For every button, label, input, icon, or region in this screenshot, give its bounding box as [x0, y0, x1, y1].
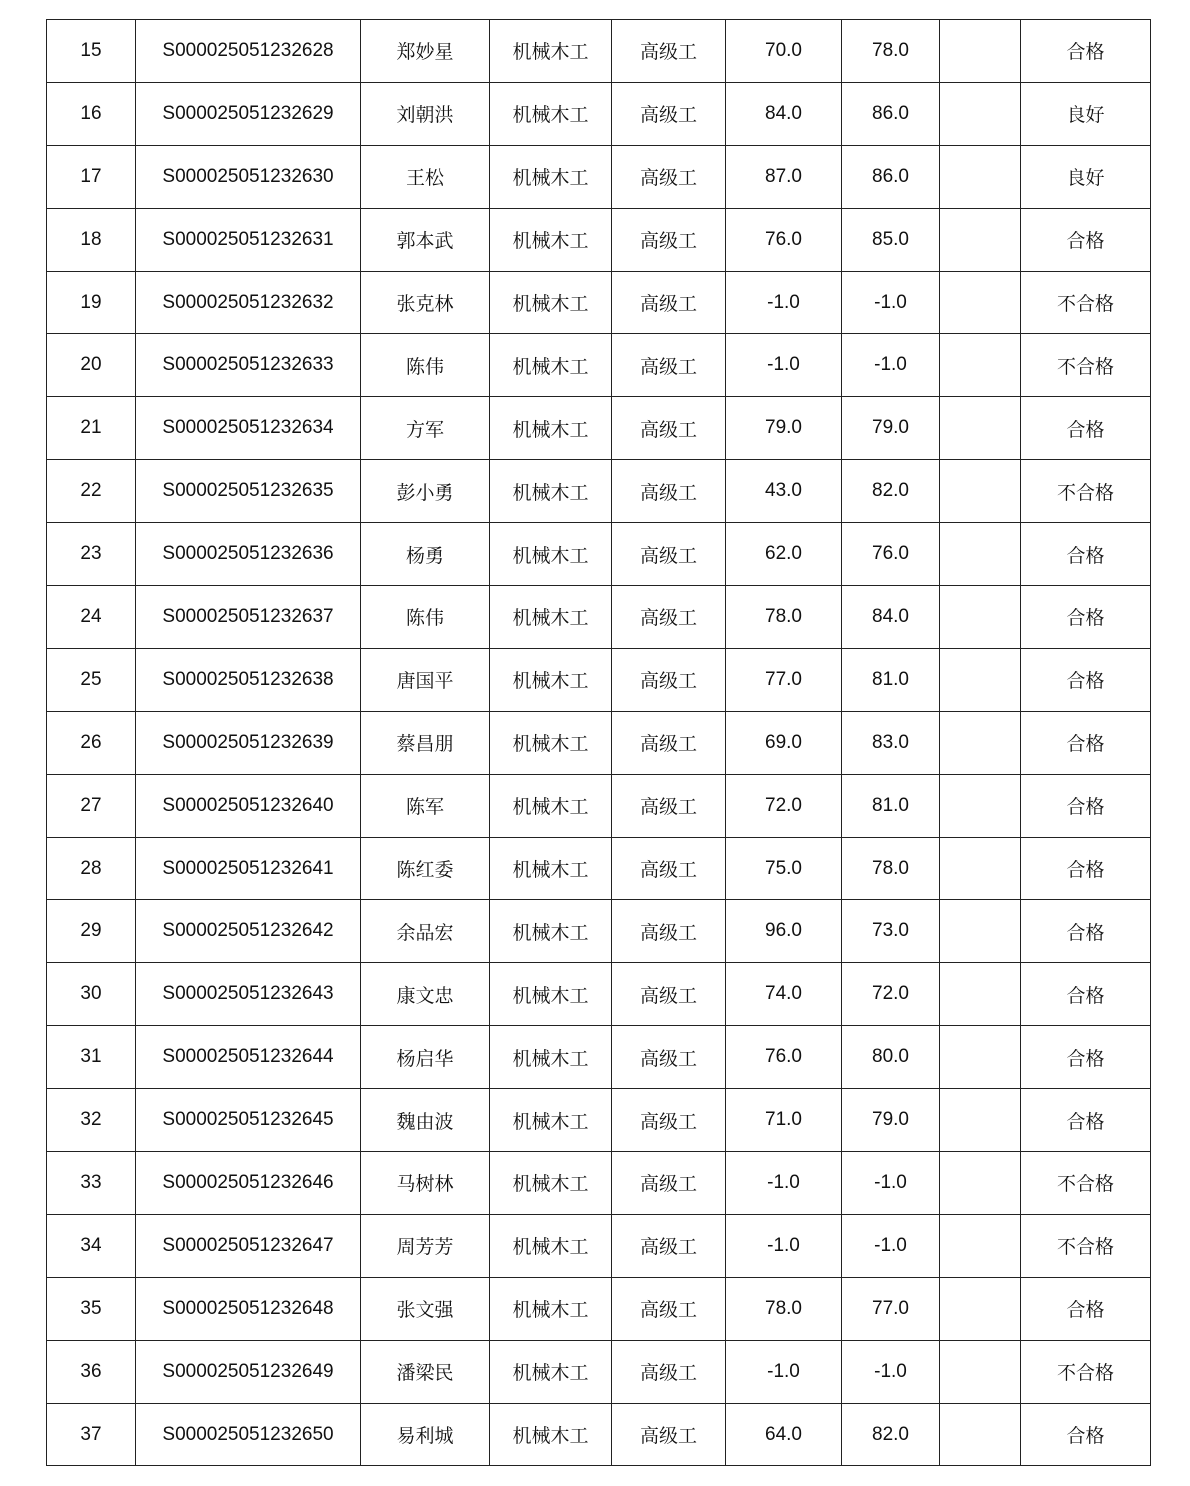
- blank-cell: [940, 963, 1021, 1026]
- level-cell: 高级工: [612, 963, 726, 1026]
- table-row: [47, 1152, 1151, 1215]
- practical-score-cell: -1.0: [842, 334, 940, 397]
- name-cell: 彭小勇: [361, 460, 490, 523]
- seq-cell: 28: [47, 837, 136, 900]
- seq-cell: 20: [47, 334, 136, 397]
- table-row: [47, 1026, 1151, 1089]
- practical-score-cell: 79.0: [842, 397, 940, 460]
- level-cell: 高级工: [612, 1277, 726, 1340]
- table-row: [47, 648, 1151, 711]
- table-row: [47, 271, 1151, 334]
- theory-score-cell: 77.0: [726, 648, 842, 711]
- seq-cell: 33: [47, 1152, 136, 1215]
- id-cell: S000025051232642: [136, 900, 361, 963]
- blank-cell: [940, 1214, 1021, 1277]
- practical-score-cell: 86.0: [842, 82, 940, 145]
- trade-cell: 机械木工: [490, 963, 612, 1026]
- table-row: [47, 20, 1151, 83]
- practical-score-cell: 81.0: [842, 774, 940, 837]
- blank-cell: [940, 1340, 1021, 1403]
- trade-cell: 机械木工: [490, 837, 612, 900]
- theory-score-cell: 62.0: [726, 523, 842, 586]
- trade-cell: 机械木工: [490, 82, 612, 145]
- trade-cell: 机械木工: [490, 334, 612, 397]
- id-cell: S000025051232645: [136, 1089, 361, 1152]
- result-cell: 不合格: [1021, 1340, 1151, 1403]
- table-body: [47, 20, 1151, 1466]
- seq-cell: 25: [47, 648, 136, 711]
- seq-cell: 37: [47, 1403, 136, 1466]
- id-cell: S000025051232638: [136, 648, 361, 711]
- level-cell: 高级工: [612, 460, 726, 523]
- id-cell: S000025051232647: [136, 1214, 361, 1277]
- level-cell: 高级工: [612, 1026, 726, 1089]
- blank-cell: [940, 334, 1021, 397]
- name-cell: 张文强: [361, 1277, 490, 1340]
- seq-cell: 29: [47, 900, 136, 963]
- name-cell: 陈伟: [361, 334, 490, 397]
- blank-cell: [940, 1403, 1021, 1466]
- result-cell: 合格: [1021, 1089, 1151, 1152]
- seq-cell: 22: [47, 460, 136, 523]
- theory-score-cell: 64.0: [726, 1403, 842, 1466]
- name-cell: 张克林: [361, 271, 490, 334]
- trade-cell: 机械木工: [490, 900, 612, 963]
- level-cell: 高级工: [612, 837, 726, 900]
- id-cell: S000025051232640: [136, 774, 361, 837]
- id-cell: S000025051232636: [136, 523, 361, 586]
- level-cell: 高级工: [612, 397, 726, 460]
- level-cell: 高级工: [612, 774, 726, 837]
- theory-score-cell: -1.0: [726, 1340, 842, 1403]
- blank-cell: [940, 1026, 1021, 1089]
- seq-cell: 31: [47, 1026, 136, 1089]
- id-cell: S000025051232650: [136, 1403, 361, 1466]
- practical-score-cell: 82.0: [842, 1403, 940, 1466]
- name-cell: 杨勇: [361, 523, 490, 586]
- name-cell: 方军: [361, 397, 490, 460]
- result-cell: 合格: [1021, 397, 1151, 460]
- blank-cell: [940, 208, 1021, 271]
- theory-score-cell: 84.0: [726, 82, 842, 145]
- trade-cell: 机械木工: [490, 1152, 612, 1215]
- result-cell: 不合格: [1021, 1152, 1151, 1215]
- level-cell: 高级工: [612, 20, 726, 83]
- theory-score-cell: 71.0: [726, 1089, 842, 1152]
- id-cell: S000025051232637: [136, 586, 361, 649]
- name-cell: 马树林: [361, 1152, 490, 1215]
- level-cell: 高级工: [612, 1214, 726, 1277]
- id-cell: S000025051232628: [136, 20, 361, 83]
- practical-score-cell: 84.0: [842, 586, 940, 649]
- trade-cell: 机械木工: [490, 711, 612, 774]
- table-row: [47, 711, 1151, 774]
- theory-score-cell: -1.0: [726, 334, 842, 397]
- seq-cell: 18: [47, 208, 136, 271]
- seq-cell: 15: [47, 20, 136, 83]
- level-cell: 高级工: [612, 648, 726, 711]
- blank-cell: [940, 1277, 1021, 1340]
- table-row: [47, 774, 1151, 837]
- practical-score-cell: -1.0: [842, 1214, 940, 1277]
- level-cell: 高级工: [612, 1089, 726, 1152]
- practical-score-cell: 81.0: [842, 648, 940, 711]
- table-row: [47, 1214, 1151, 1277]
- id-cell: S000025051232630: [136, 145, 361, 208]
- name-cell: 郭本武: [361, 208, 490, 271]
- practical-score-cell: -1.0: [842, 271, 940, 334]
- theory-score-cell: 79.0: [726, 397, 842, 460]
- id-cell: S000025051232631: [136, 208, 361, 271]
- seq-cell: 21: [47, 397, 136, 460]
- level-cell: 高级工: [612, 334, 726, 397]
- level-cell: 高级工: [612, 900, 726, 963]
- trade-cell: 机械木工: [490, 586, 612, 649]
- name-cell: 陈伟: [361, 586, 490, 649]
- seq-cell: 26: [47, 711, 136, 774]
- theory-score-cell: 74.0: [726, 963, 842, 1026]
- practical-score-cell: 78.0: [842, 20, 940, 83]
- blank-cell: [940, 837, 1021, 900]
- blank-cell: [940, 523, 1021, 586]
- name-cell: 杨启华: [361, 1026, 490, 1089]
- name-cell: 陈红委: [361, 837, 490, 900]
- trade-cell: 机械木工: [490, 1403, 612, 1466]
- level-cell: 高级工: [612, 82, 726, 145]
- name-cell: 蔡昌朋: [361, 711, 490, 774]
- result-cell: 不合格: [1021, 1214, 1151, 1277]
- result-cell: 合格: [1021, 1277, 1151, 1340]
- theory-score-cell: 72.0: [726, 774, 842, 837]
- trade-cell: 机械木工: [490, 1026, 612, 1089]
- blank-cell: [940, 774, 1021, 837]
- result-cell: 合格: [1021, 208, 1151, 271]
- practical-score-cell: 73.0: [842, 900, 940, 963]
- seq-cell: 24: [47, 586, 136, 649]
- level-cell: 高级工: [612, 586, 726, 649]
- results-table: [46, 19, 1151, 1466]
- table-row: [47, 1277, 1151, 1340]
- blank-cell: [940, 648, 1021, 711]
- name-cell: 陈军: [361, 774, 490, 837]
- blank-cell: [940, 145, 1021, 208]
- seq-cell: 36: [47, 1340, 136, 1403]
- result-cell: 合格: [1021, 1026, 1151, 1089]
- level-cell: 高级工: [612, 1152, 726, 1215]
- seq-cell: 17: [47, 145, 136, 208]
- level-cell: 高级工: [612, 208, 726, 271]
- level-cell: 高级工: [612, 711, 726, 774]
- trade-cell: 机械木工: [490, 20, 612, 83]
- blank-cell: [940, 711, 1021, 774]
- seq-cell: 32: [47, 1089, 136, 1152]
- seq-cell: 27: [47, 774, 136, 837]
- blank-cell: [940, 586, 1021, 649]
- result-cell: 合格: [1021, 586, 1151, 649]
- practical-score-cell: 85.0: [842, 208, 940, 271]
- id-cell: S000025051232639: [136, 711, 361, 774]
- table-row: [47, 963, 1151, 1026]
- theory-score-cell: -1.0: [726, 1152, 842, 1215]
- theory-score-cell: 75.0: [726, 837, 842, 900]
- practical-score-cell: -1.0: [842, 1152, 940, 1215]
- theory-score-cell: 70.0: [726, 20, 842, 83]
- id-cell: S000025051232634: [136, 397, 361, 460]
- trade-cell: 机械木工: [490, 648, 612, 711]
- table-row: [47, 1340, 1151, 1403]
- level-cell: 高级工: [612, 523, 726, 586]
- practical-score-cell: 79.0: [842, 1089, 940, 1152]
- seq-cell: 35: [47, 1277, 136, 1340]
- name-cell: 潘梁民: [361, 1340, 490, 1403]
- id-cell: S000025051232643: [136, 963, 361, 1026]
- id-cell: S000025051232649: [136, 1340, 361, 1403]
- trade-cell: 机械木工: [490, 397, 612, 460]
- result-cell: 合格: [1021, 523, 1151, 586]
- blank-cell: [940, 82, 1021, 145]
- result-cell: 合格: [1021, 711, 1151, 774]
- seq-cell: 30: [47, 963, 136, 1026]
- result-cell: 不合格: [1021, 271, 1151, 334]
- trade-cell: 机械木工: [490, 1214, 612, 1277]
- result-cell: 不合格: [1021, 460, 1151, 523]
- trade-cell: 机械木工: [490, 1089, 612, 1152]
- table-row: [47, 145, 1151, 208]
- name-cell: 余品宏: [361, 900, 490, 963]
- table-row: [47, 460, 1151, 523]
- result-cell: 合格: [1021, 774, 1151, 837]
- trade-cell: 机械木工: [490, 145, 612, 208]
- theory-score-cell: 87.0: [726, 145, 842, 208]
- blank-cell: [940, 271, 1021, 334]
- id-cell: S000025051232635: [136, 460, 361, 523]
- result-cell: 合格: [1021, 837, 1151, 900]
- table-row: [47, 837, 1151, 900]
- seq-cell: 34: [47, 1214, 136, 1277]
- table-row: [47, 334, 1151, 397]
- table-row: [47, 208, 1151, 271]
- id-cell: S000025051232648: [136, 1277, 361, 1340]
- id-cell: S000025051232646: [136, 1152, 361, 1215]
- theory-score-cell: 43.0: [726, 460, 842, 523]
- theory-score-cell: 76.0: [726, 208, 842, 271]
- trade-cell: 机械木工: [490, 774, 612, 837]
- practical-score-cell: 80.0: [842, 1026, 940, 1089]
- id-cell: S000025051232641: [136, 837, 361, 900]
- name-cell: 刘朝洪: [361, 82, 490, 145]
- theory-score-cell: 96.0: [726, 900, 842, 963]
- practical-score-cell: 76.0: [842, 523, 940, 586]
- theory-score-cell: 69.0: [726, 711, 842, 774]
- blank-cell: [940, 900, 1021, 963]
- name-cell: 唐国平: [361, 648, 490, 711]
- trade-cell: 机械木工: [490, 1277, 612, 1340]
- name-cell: 易利城: [361, 1403, 490, 1466]
- trade-cell: 机械木工: [490, 460, 612, 523]
- level-cell: 高级工: [612, 1340, 726, 1403]
- seq-cell: 23: [47, 523, 136, 586]
- theory-score-cell: -1.0: [726, 1214, 842, 1277]
- theory-score-cell: 78.0: [726, 1277, 842, 1340]
- result-cell: 合格: [1021, 900, 1151, 963]
- name-cell: 王松: [361, 145, 490, 208]
- blank-cell: [940, 1152, 1021, 1215]
- trade-cell: 机械木工: [490, 1340, 612, 1403]
- level-cell: 高级工: [612, 145, 726, 208]
- name-cell: 周芳芳: [361, 1214, 490, 1277]
- practical-score-cell: 82.0: [842, 460, 940, 523]
- result-cell: 合格: [1021, 1403, 1151, 1466]
- result-cell: 不合格: [1021, 334, 1151, 397]
- result-cell: 合格: [1021, 20, 1151, 83]
- seq-cell: 16: [47, 82, 136, 145]
- result-cell: 合格: [1021, 963, 1151, 1026]
- name-cell: 郑妙星: [361, 20, 490, 83]
- theory-score-cell: 78.0: [726, 586, 842, 649]
- practical-score-cell: -1.0: [842, 1340, 940, 1403]
- practical-score-cell: 78.0: [842, 837, 940, 900]
- name-cell: 康文忠: [361, 963, 490, 1026]
- theory-score-cell: -1.0: [726, 271, 842, 334]
- level-cell: 高级工: [612, 271, 726, 334]
- blank-cell: [940, 397, 1021, 460]
- table-row: [47, 82, 1151, 145]
- seq-cell: 19: [47, 271, 136, 334]
- blank-cell: [940, 460, 1021, 523]
- table-row: [47, 1403, 1151, 1466]
- table-row: [47, 397, 1151, 460]
- table-row: [47, 586, 1151, 649]
- trade-cell: 机械木工: [490, 208, 612, 271]
- practical-score-cell: 72.0: [842, 963, 940, 1026]
- practical-score-cell: 86.0: [842, 145, 940, 208]
- practical-score-cell: 83.0: [842, 711, 940, 774]
- table-row: [47, 1089, 1151, 1152]
- name-cell: 魏由波: [361, 1089, 490, 1152]
- blank-cell: [940, 1089, 1021, 1152]
- table-row: [47, 900, 1151, 963]
- result-cell: 良好: [1021, 82, 1151, 145]
- practical-score-cell: 77.0: [842, 1277, 940, 1340]
- id-cell: S000025051232629: [136, 82, 361, 145]
- id-cell: S000025051232632: [136, 271, 361, 334]
- id-cell: S000025051232633: [136, 334, 361, 397]
- result-cell: 合格: [1021, 648, 1151, 711]
- trade-cell: 机械木工: [490, 271, 612, 334]
- id-cell: S000025051232644: [136, 1026, 361, 1089]
- table-row: [47, 523, 1151, 586]
- level-cell: 高级工: [612, 1403, 726, 1466]
- trade-cell: 机械木工: [490, 523, 612, 586]
- result-cell: 良好: [1021, 145, 1151, 208]
- blank-cell: [940, 20, 1021, 83]
- theory-score-cell: 76.0: [726, 1026, 842, 1089]
